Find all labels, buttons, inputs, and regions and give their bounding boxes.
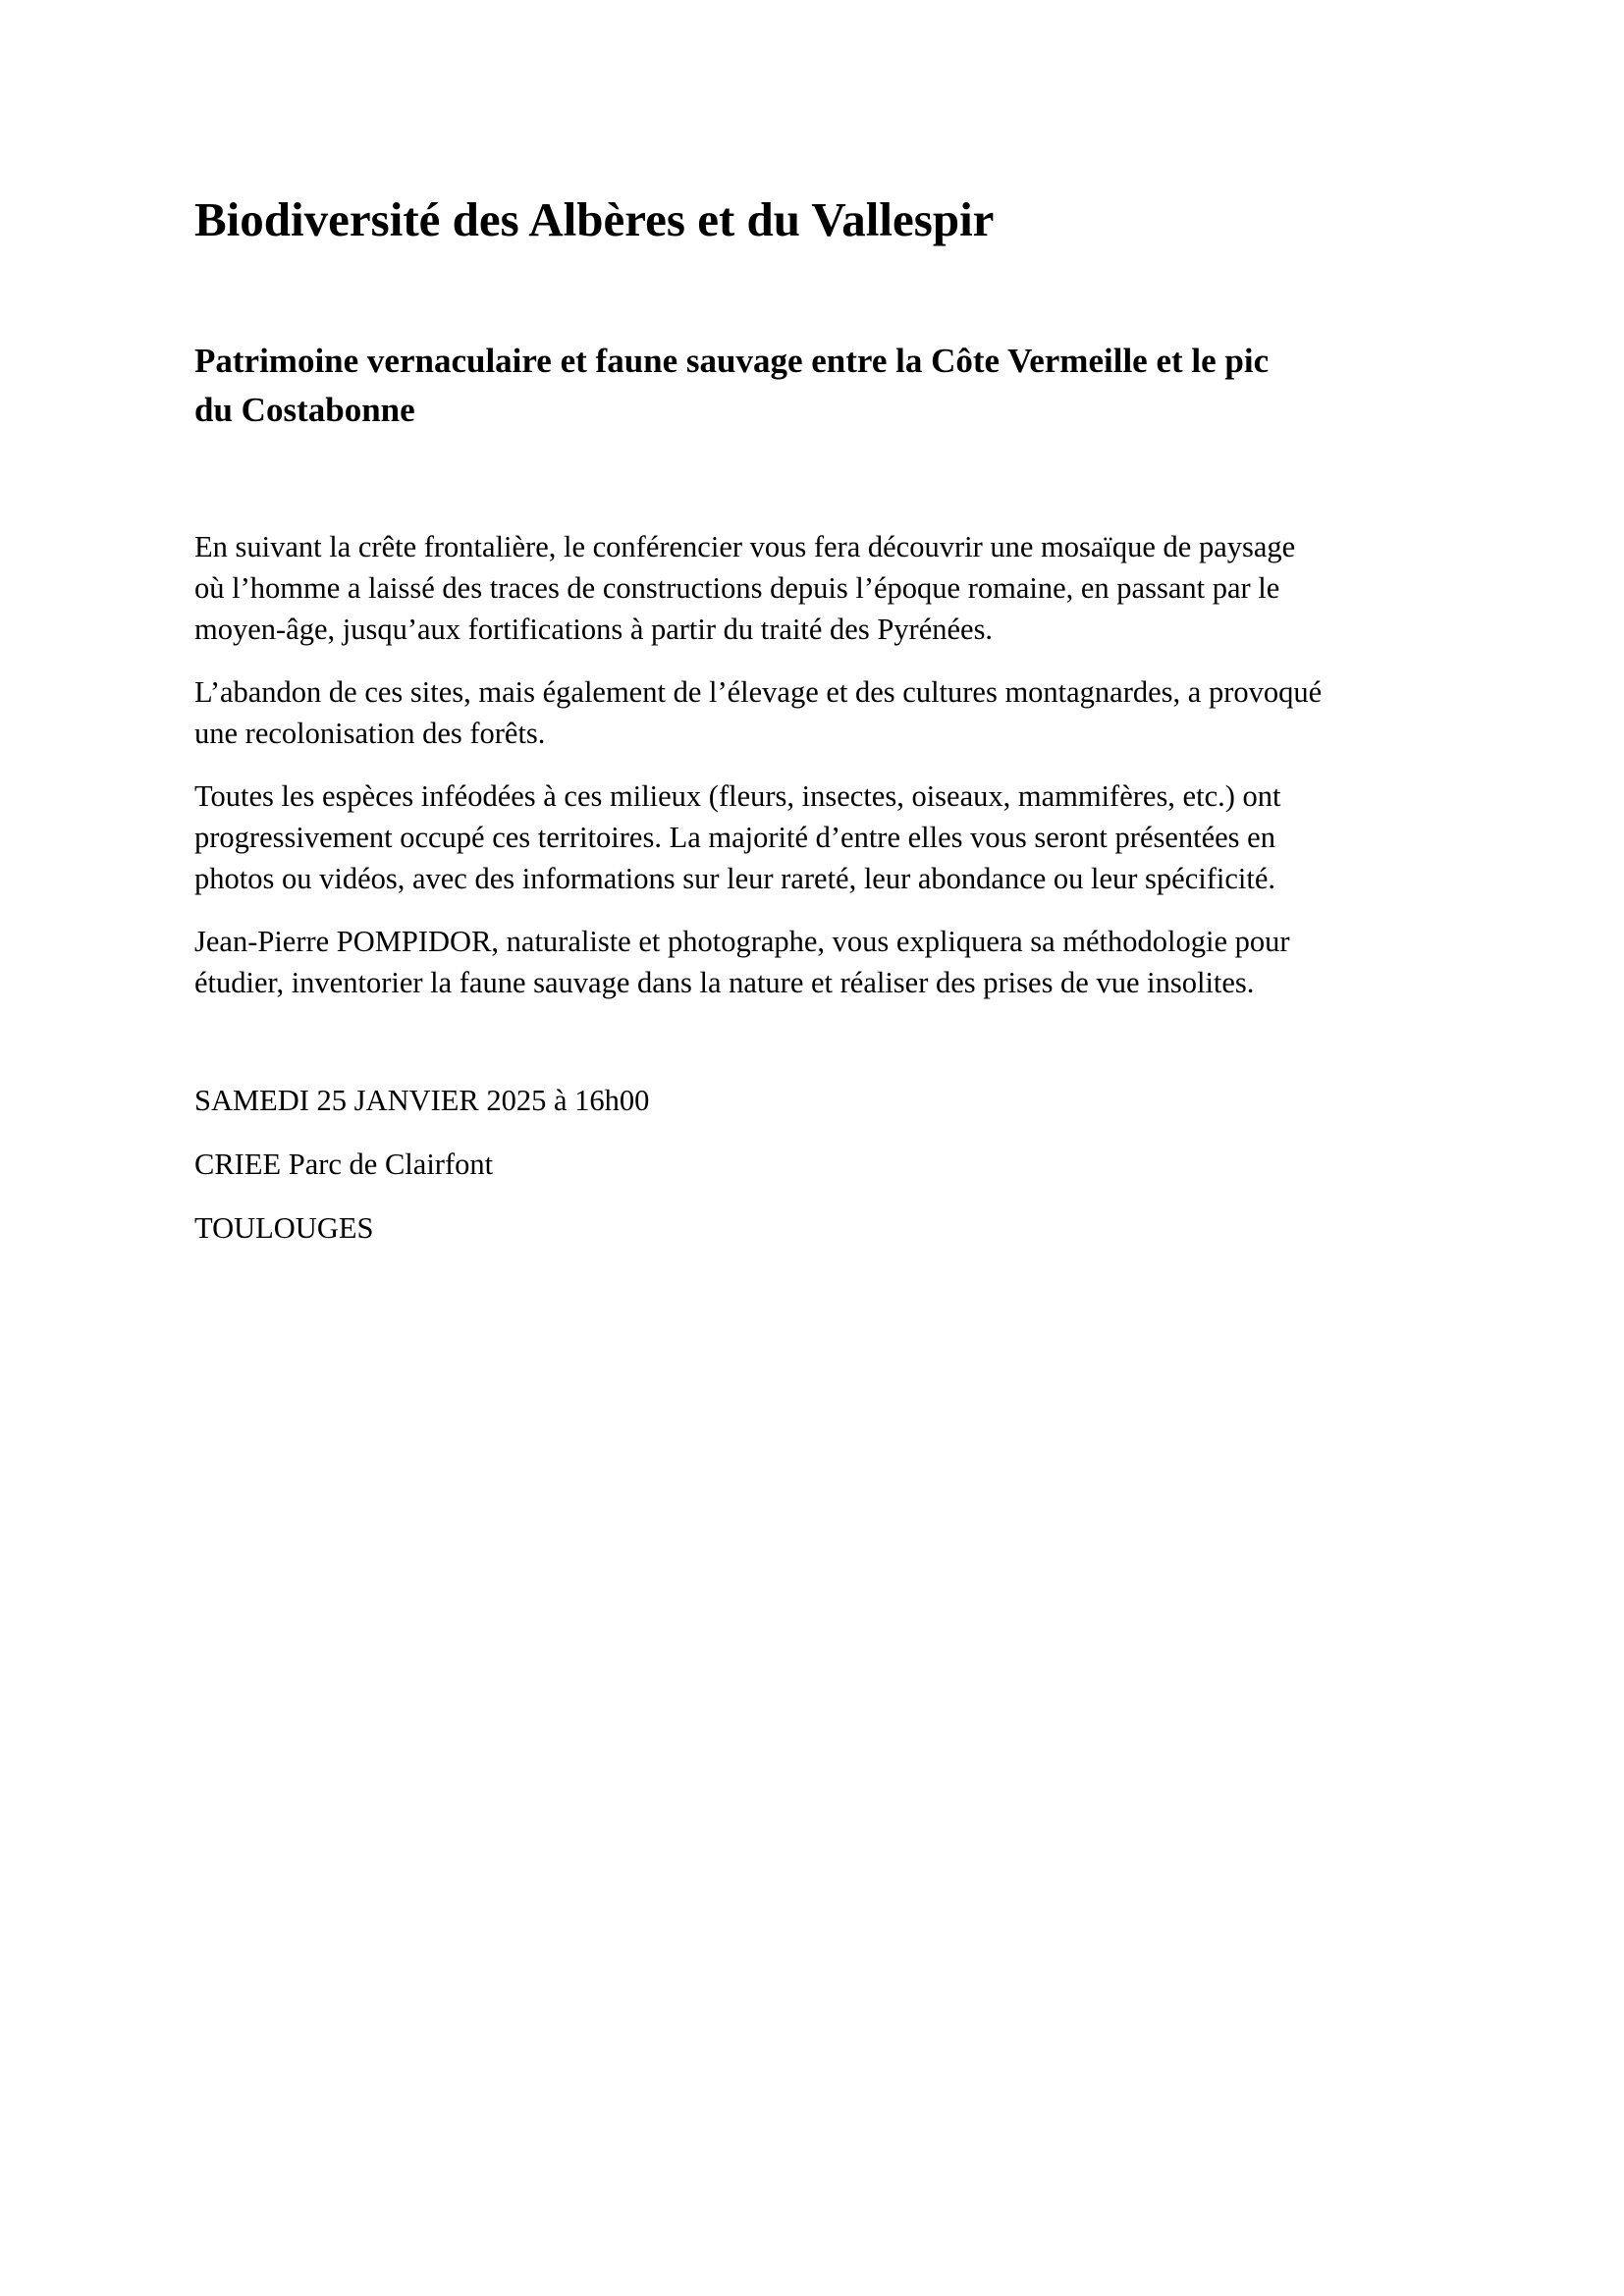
subtitle — [194, 337, 1441, 435]
paragraph-landscape — [194, 526, 1461, 650]
text-line: L’abandon de ces sites, mais également de l’élevage et des cultures montagnardes, a provoqué — [194, 675, 1323, 709]
body-text — [194, 526, 1461, 1025]
subtitle-line: du Costabonne — [194, 391, 415, 429]
text-line: En suivant la crête frontalière, le conférencier vous fera découvrir une mosaïque de paysage — [194, 530, 1296, 563]
event-venue: CRIEE Parc de Clairfont — [194, 1148, 494, 1181]
text-line: étudier, inventorier la faune sauvage dans la nature et réaliser des prises de vue insolites. — [194, 966, 1255, 999]
page-title: Biodiversité des Albères et du Vallespir — [194, 192, 995, 246]
text-line: où l’homme a laissé des traces de constructions depuis l’époque romaine, en passant par le — [194, 571, 1280, 605]
subtitle-line: Patrimoine vernaculaire et faune sauvage entre la Côte Vermeille et le pic — [194, 342, 1270, 380]
event-date: SAMEDI 25 JANVIER 2025 à 16h00 — [194, 1084, 650, 1117]
text-line: Jean-Pierre POMPIDOR, naturaliste et photographe, vous expliquera sa méthodologie pour — [194, 925, 1290, 958]
text-line: Toutes les espèces inféodées à ces milieux (fleurs, insectes, oiseaux, mammifères, etc.) ont — [194, 779, 1281, 813]
paragraph-speaker — [194, 921, 1461, 1003]
paragraph-abandon — [194, 671, 1461, 754]
text-line: une recolonisation des forêts. — [194, 717, 546, 750]
text-line: photos ou vidéos, avec des informations sur leur rareté, leur abondance ou leur spécificité. — [194, 862, 1276, 895]
event-city: TOULOUGES — [194, 1211, 374, 1245]
text-line: progressivement occupé ces territoires. La majorité d’entre elles vous seront présentées en — [194, 821, 1275, 854]
event-details — [194, 1080, 649, 1271]
paragraph-species — [194, 775, 1461, 899]
text-line: moyen-âge, jusqu’aux fortifications à partir du traité des Pyrénées. — [194, 613, 994, 646]
